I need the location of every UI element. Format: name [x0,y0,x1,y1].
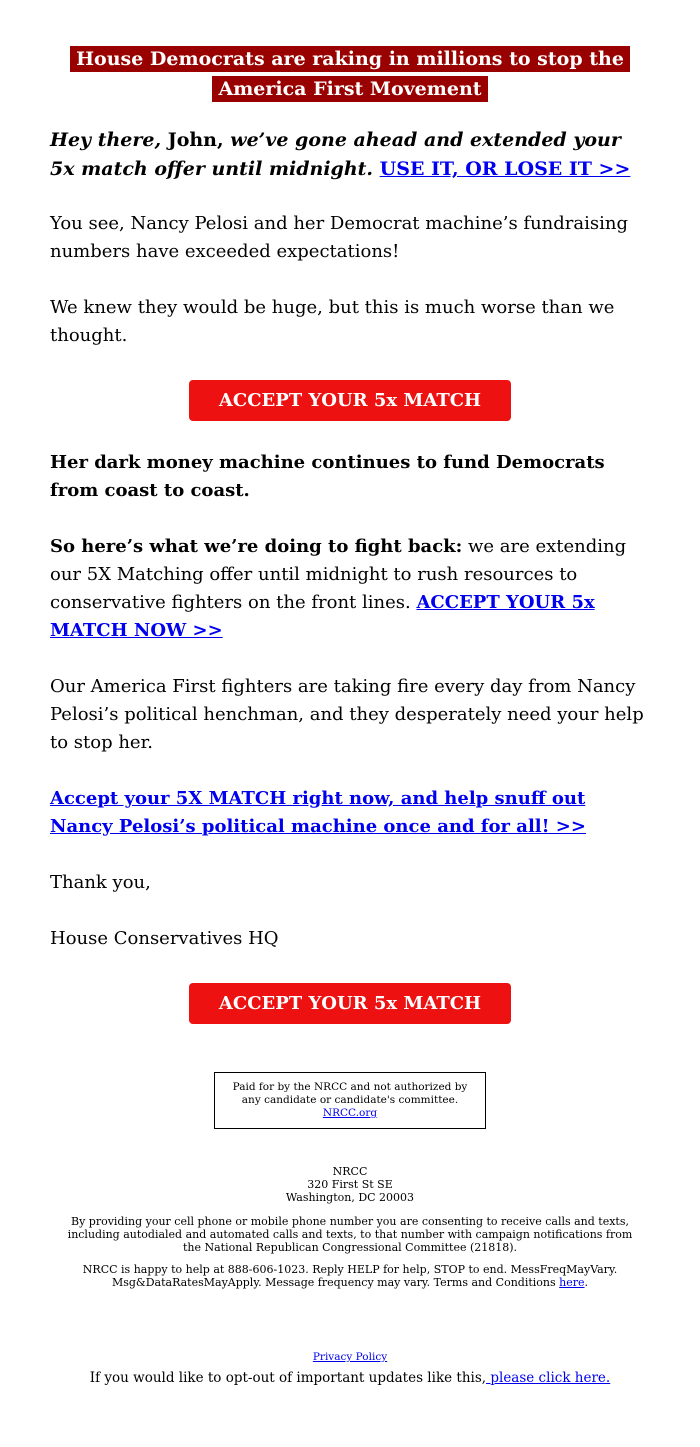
optout-row [50,1370,650,1387]
intro-paragraph [50,126,650,184]
paragraph-we-knew: We knew they would be huge, but this is much worse than we thought. [50,297,615,346]
help-text [80,1263,620,1289]
org-name: NRCC [332,1165,368,1178]
help-text-suffix: . [584,1276,589,1289]
optout-link[interactable]: please click here. [486,1370,611,1386]
paragraph-you-see: You see, Nancy Pelosi and her Democrat machine’s fundraising numbers have exceeded expectations! [50,213,628,262]
headline-text: House Democrats are raking in millions to stop the America First Movement [70,46,630,102]
footer [50,1165,650,1289]
privacy-policy-link[interactable]: Privacy Policy [312,1351,388,1363]
paragraph-america-first: Our America First fighters are taking fire every day from Nancy Pelosi’s political henchman, and they desperately need your help to stop her. [50,676,644,753]
address-line-1: 320 First St SE [307,1178,393,1191]
disclaimer-box [214,1072,486,1129]
use-it-link[interactable]: USE IT, OR LOSE IT >> [379,158,631,180]
optout-text: If you would like to opt-out of important updates like this, [89,1370,487,1386]
privacy-row [50,1351,650,1364]
nrcc-org-link[interactable]: NRCC.org [322,1107,378,1119]
consent-text: By providing your cell phone or mobile phone number you are consenting to receive calls and texts, including autodialed and automated calls and texts, to that number with campaign notifications from the National Republican Congressional Committee (21818). [67,1215,633,1254]
bottom-links [50,1351,650,1387]
disclaimer-text: Paid for by the NRCC and not authorized by any candidate or candidate's committee. [232,1081,468,1106]
headline-banner [50,44,650,104]
help-text-body: NRCC is happy to help at 888-606-1023. Reply HELP for help, STOP to end. MessFreqMayVary. Msg&DataRatesMayApply. Message frequency may vary. Terms and Conditions [82,1263,618,1289]
greeting-text: Hey there, [50,129,162,151]
signoff-text: Thank you, [50,872,151,893]
snuff-out-link[interactable]: Accept your 5X MATCH right now, and help snuff out Nancy Pelosi’s political machine once and for all! >> [50,788,586,837]
paragraph-snuff-out [50,785,650,841]
accept-match-button-bottom[interactable]: ACCEPT YOUR 5x MATCH [189,983,511,1024]
fight-back-bold: So here’s what we’re doing to fight back: [50,536,463,557]
fight-back-text: we are extending our 5X Matching offer until midnight to rush resources to conservative fighters on the front lines. [50,536,627,613]
address-line-2: Washington, DC 20003 [285,1191,415,1204]
accept-match-button-top[interactable]: ACCEPT YOUR 5x MATCH [189,380,511,421]
paragraph-dark-money: Her dark money machine continues to fund Democrats from coast to coast. [50,452,605,501]
terms-link[interactable]: here [559,1276,585,1289]
paragraph-fight-back [50,533,650,645]
cta-row-top [50,380,650,421]
recipient-name: John, [161,129,224,151]
footer-address [50,1165,650,1204]
cta-row-bottom [50,983,650,1024]
intro-message: we’ve gone ahead and extended your 5x match offer until midnight. [50,129,621,180]
accept-match-now-link[interactable]: ACCEPT YOUR 5x MATCH NOW >> [50,592,595,641]
signature-text: House Conservatives HQ [50,928,279,949]
